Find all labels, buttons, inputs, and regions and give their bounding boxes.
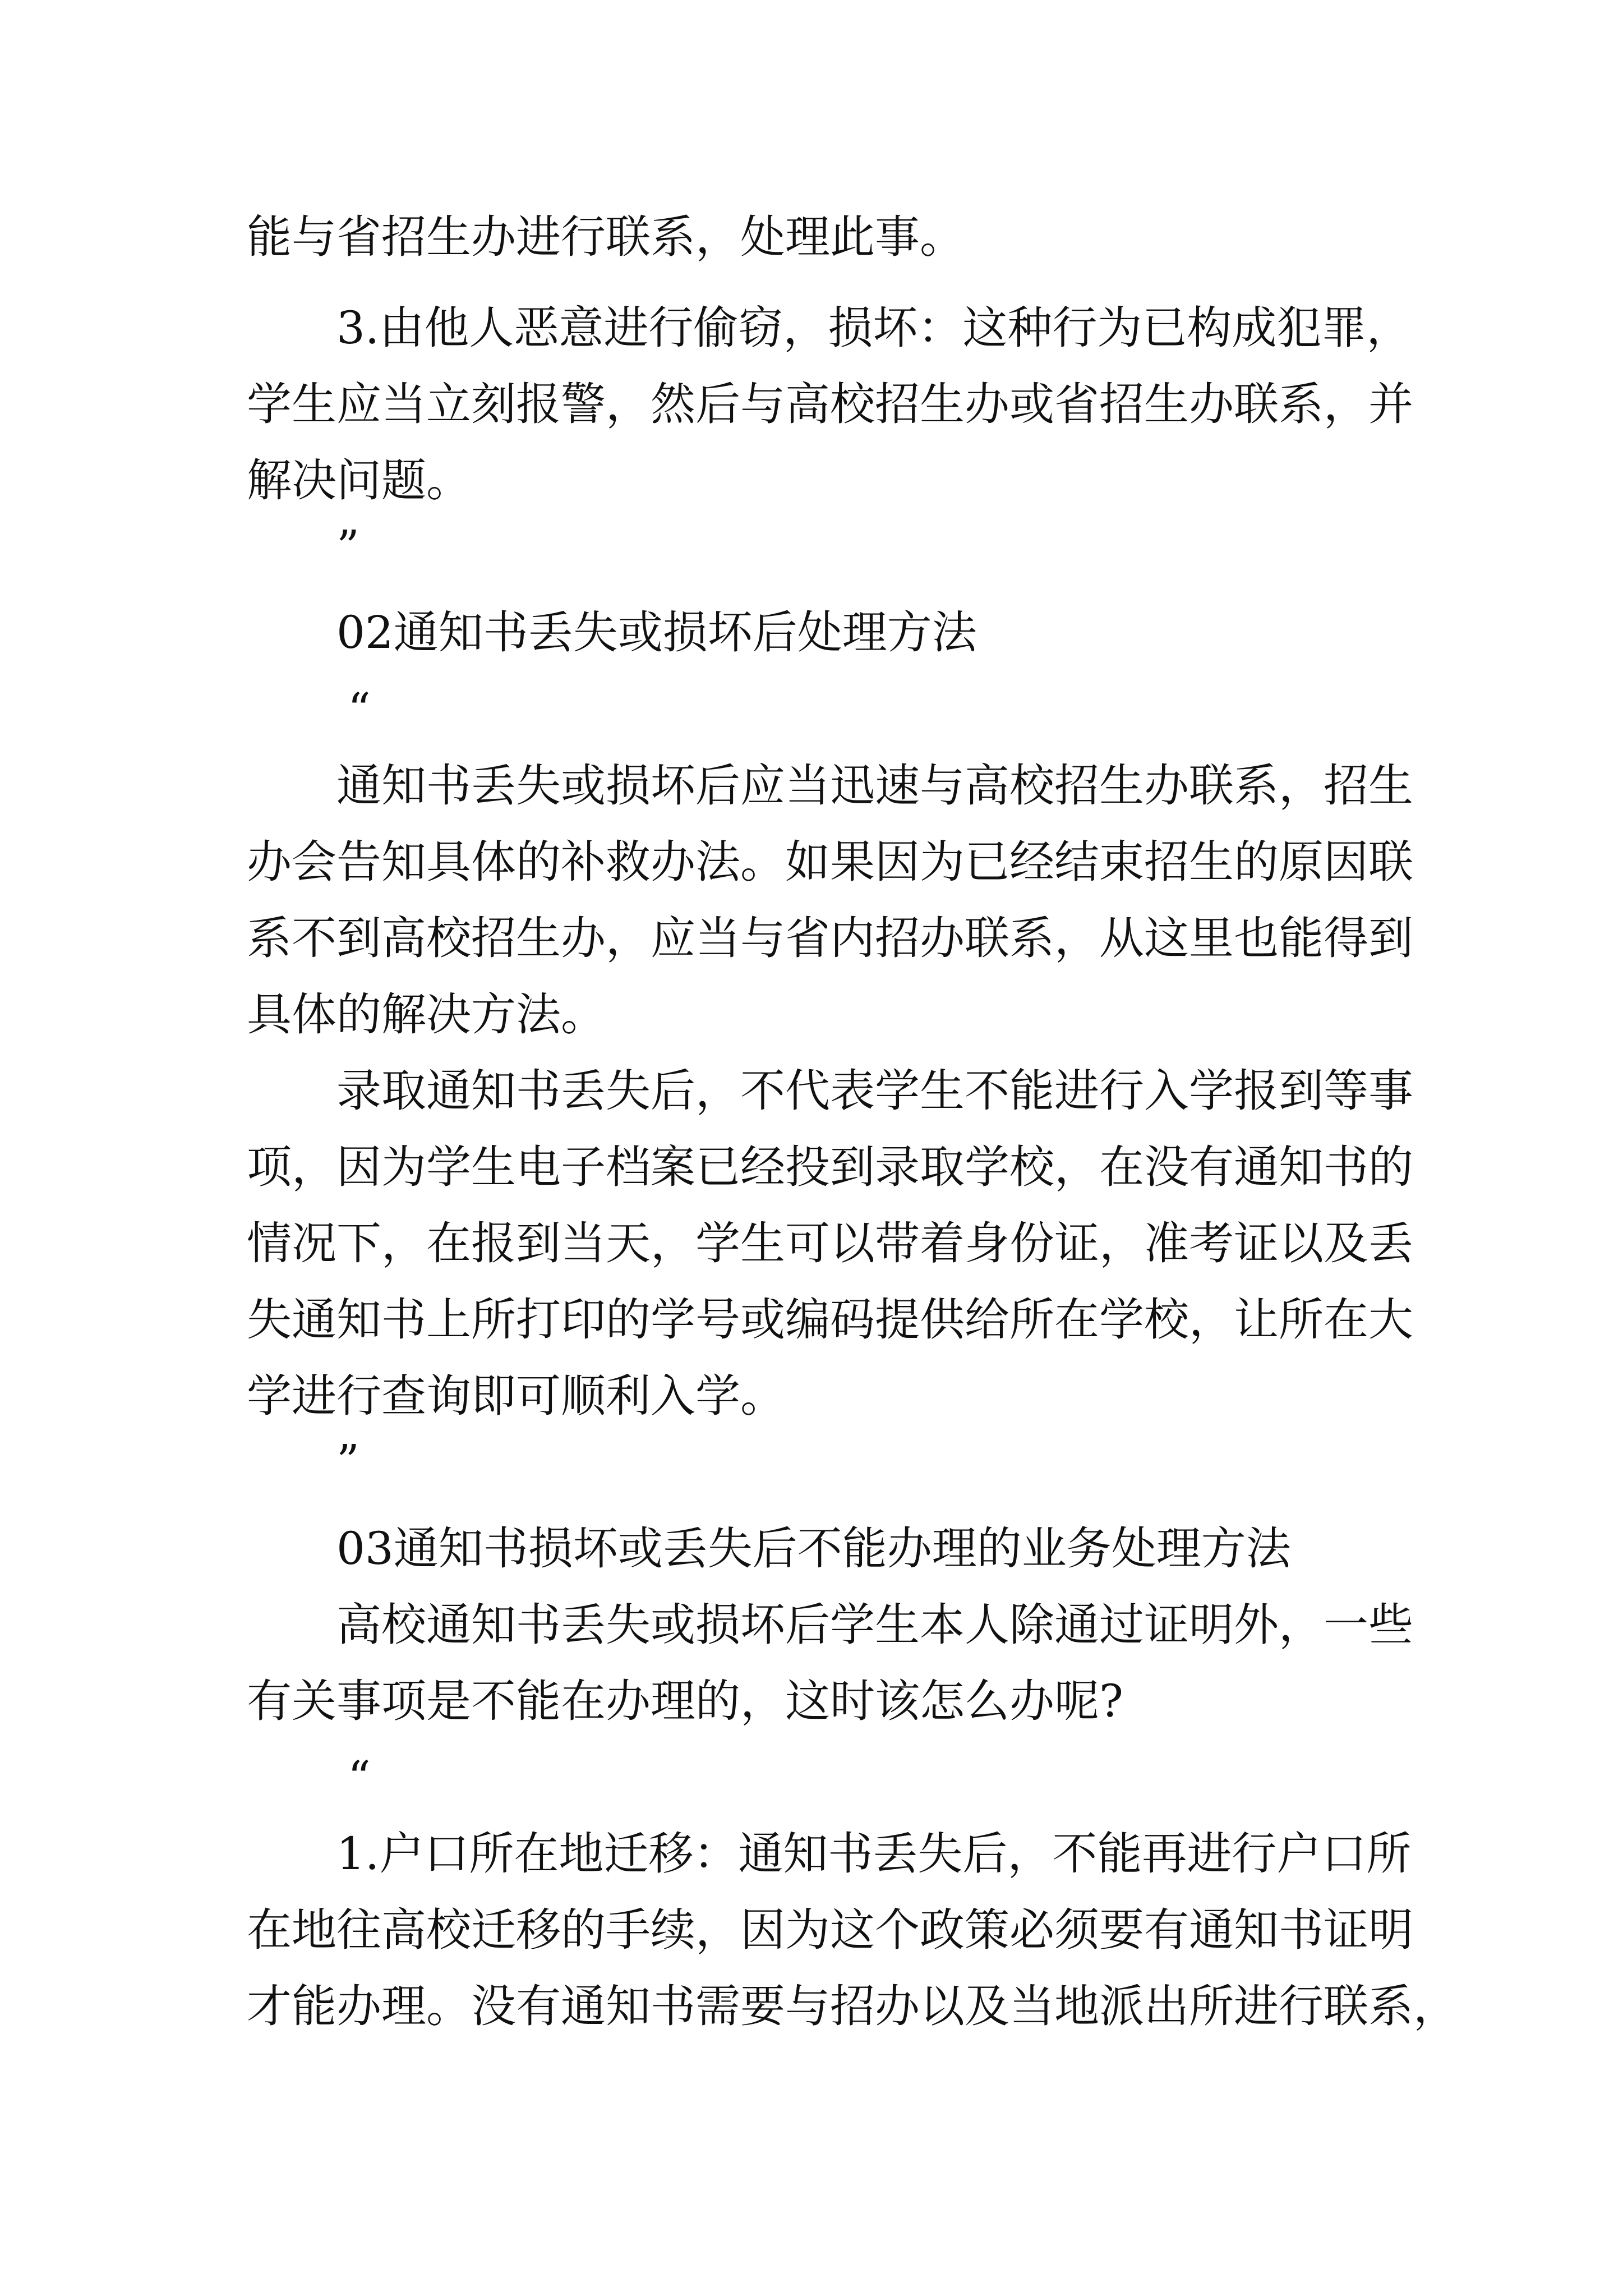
closing-quote: ” bbox=[336, 521, 359, 573]
text-line: 失通知书上所打印的学号或编码提供给所在学校，让所在大 bbox=[247, 1294, 1413, 1346]
text-line: 有关事项是不能在办理的，这时该怎么办呢? bbox=[247, 1675, 1123, 1727]
text-line: 具体的解决方法。 bbox=[247, 988, 606, 1041]
text-line: 录取通知书丢失后，不代表学生不能进行入学报到等事 bbox=[336, 1065, 1413, 1117]
text-line: 1.户口所在地迁移：通知书丢失后，不能再进行户口所 bbox=[336, 1828, 1412, 1880]
text-line: 才能办理。没有通知书需要与招办以及当地派出所进行联系， bbox=[247, 1980, 1458, 2032]
text-line: 3.由他人恶意进行偷窃，损坏：这种行为已构成犯罪， bbox=[336, 302, 1412, 354]
section-heading: 02通知书丢失或损坏后处理方法 bbox=[336, 606, 977, 659]
section-heading: 03通知书损坏或丢失后不能办理的业务处理方法 bbox=[336, 1522, 1291, 1575]
closing-quote: ” bbox=[336, 1435, 359, 1487]
opening-quote: “ bbox=[348, 683, 371, 735]
text-line: 学生应当立刻报警，然后与高校招生办或省招生办联系，并 bbox=[247, 378, 1413, 430]
text-line: 系不到高校招生办，应当与省内招办联系，从这里也能得到 bbox=[247, 912, 1413, 964]
text-line: 能与省招生办进行联系，处理此事。 bbox=[247, 211, 965, 263]
text-line: 高校通知书丢失或损坏后学生本人除通过证明外，一些 bbox=[336, 1599, 1413, 1651]
text-line: 项，因为学生电子档案已经投到录取学校，在没有通知书的 bbox=[247, 1141, 1413, 1193]
text-line: 情况下，在报到当天，学生可以带着身份证，准考证以及丢 bbox=[247, 1217, 1413, 1269]
text-line: 办会告知具体的补救办法。如果因为已经结束招生的原因联 bbox=[247, 836, 1413, 888]
text-line: 学进行查询即可顺利入学。 bbox=[247, 1370, 785, 1422]
text-line: 通知书丢失或损坏后应当迅速与高校招生办联系，招生 bbox=[336, 760, 1413, 812]
opening-quote: “ bbox=[348, 1751, 371, 1803]
text-line: 解决问题。 bbox=[247, 454, 471, 507]
text-line: 在地往高校迁移的手续，因为这个政策必须要有通知书证明 bbox=[247, 1904, 1413, 1956]
